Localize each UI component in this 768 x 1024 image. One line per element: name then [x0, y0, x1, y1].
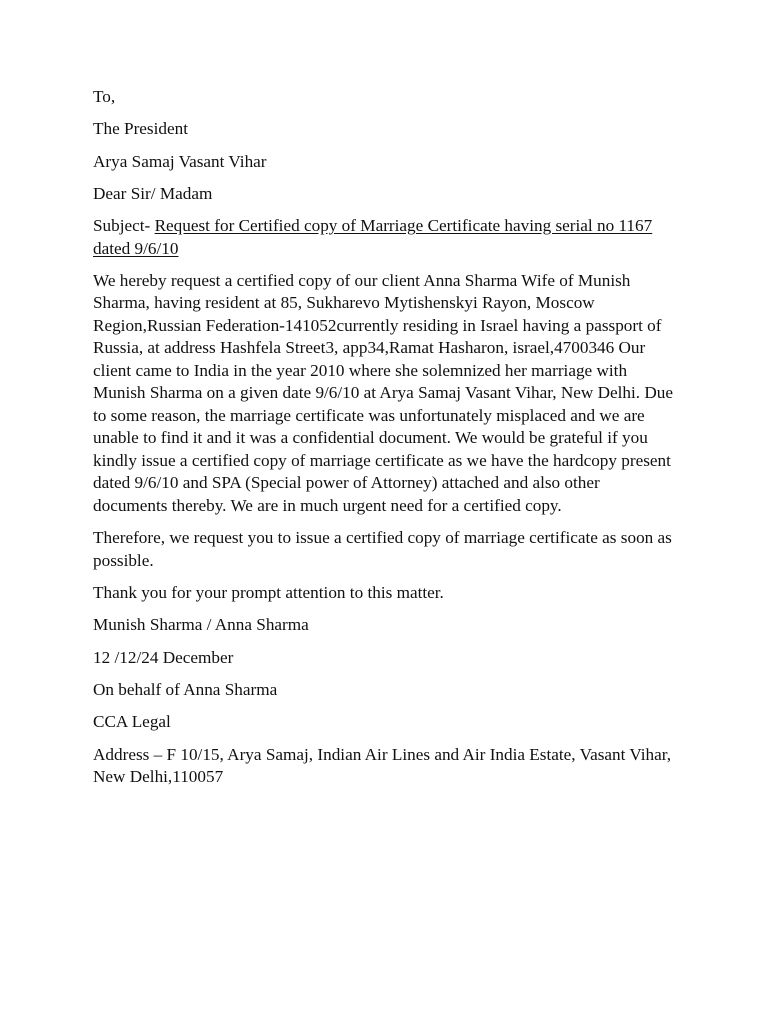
letter-document — [93, 86, 678, 798]
on-behalf-line: On behalf of Anna Sharma — [93, 679, 278, 699]
signatories: Munish Sharma / Anna Sharma — [93, 615, 309, 635]
thanks-line: Thank you for your prompt attention to this matter. — [93, 583, 444, 603]
body-paragraph: We hereby request a certified copy of our client Anna Sharma Wife of Munish Sharma, having resident at 85, Sukharevo Mytishenskyi Rayon, Moscow Region,Russian Federation-141052currently residing in Israel having a passport of Russia, at address Hashfela Street3, app34,Ramat Hasharon, israel,4700346 Our client came to India in the year 2010 where she solemnized her marriage with Munish Sharma on a given date 9/6/10 at Arya Samaj Vasant Vihar, New Delhi. Due to some reason, the marriage certificate was unfortunately misplaced and we are unable to find it and it was a confidential document. We would be grateful if you kindly issue a certified copy of marriage certificate as we have the hardcopy present dated 9/6/10 and SPA (Special power of Attorney) attached and also other documents thereby. We are in much urgent need for a certified copy. — [93, 270, 673, 515]
recipient-title: The President — [93, 119, 188, 139]
firm-name: CCA Legal — [93, 712, 171, 732]
recipient-organization: Arya Samaj Vasant Vihar — [93, 151, 267, 171]
address: Address – F 10/15, Arya Samaj, Indian Air Lines and Air India Estate, Vasant Vihar, New Delhi,110057 — [93, 744, 672, 787]
subject-prefix: Subject- — [93, 216, 155, 236]
greeting: Dear Sir/ Madam — [93, 183, 213, 203]
letter-date: 12 /12/24 December — [93, 647, 234, 667]
subject-line — [93, 215, 678, 260]
request-paragraph: Therefore, we request you to issue a certified copy of marriage certificate as soon as possible. — [93, 528, 672, 570]
subject-text: Request for Certified copy of Marriage Certificate having serial no 1167 dated 9/6/10 — [93, 216, 653, 258]
salutation-to: To, — [93, 87, 116, 106]
